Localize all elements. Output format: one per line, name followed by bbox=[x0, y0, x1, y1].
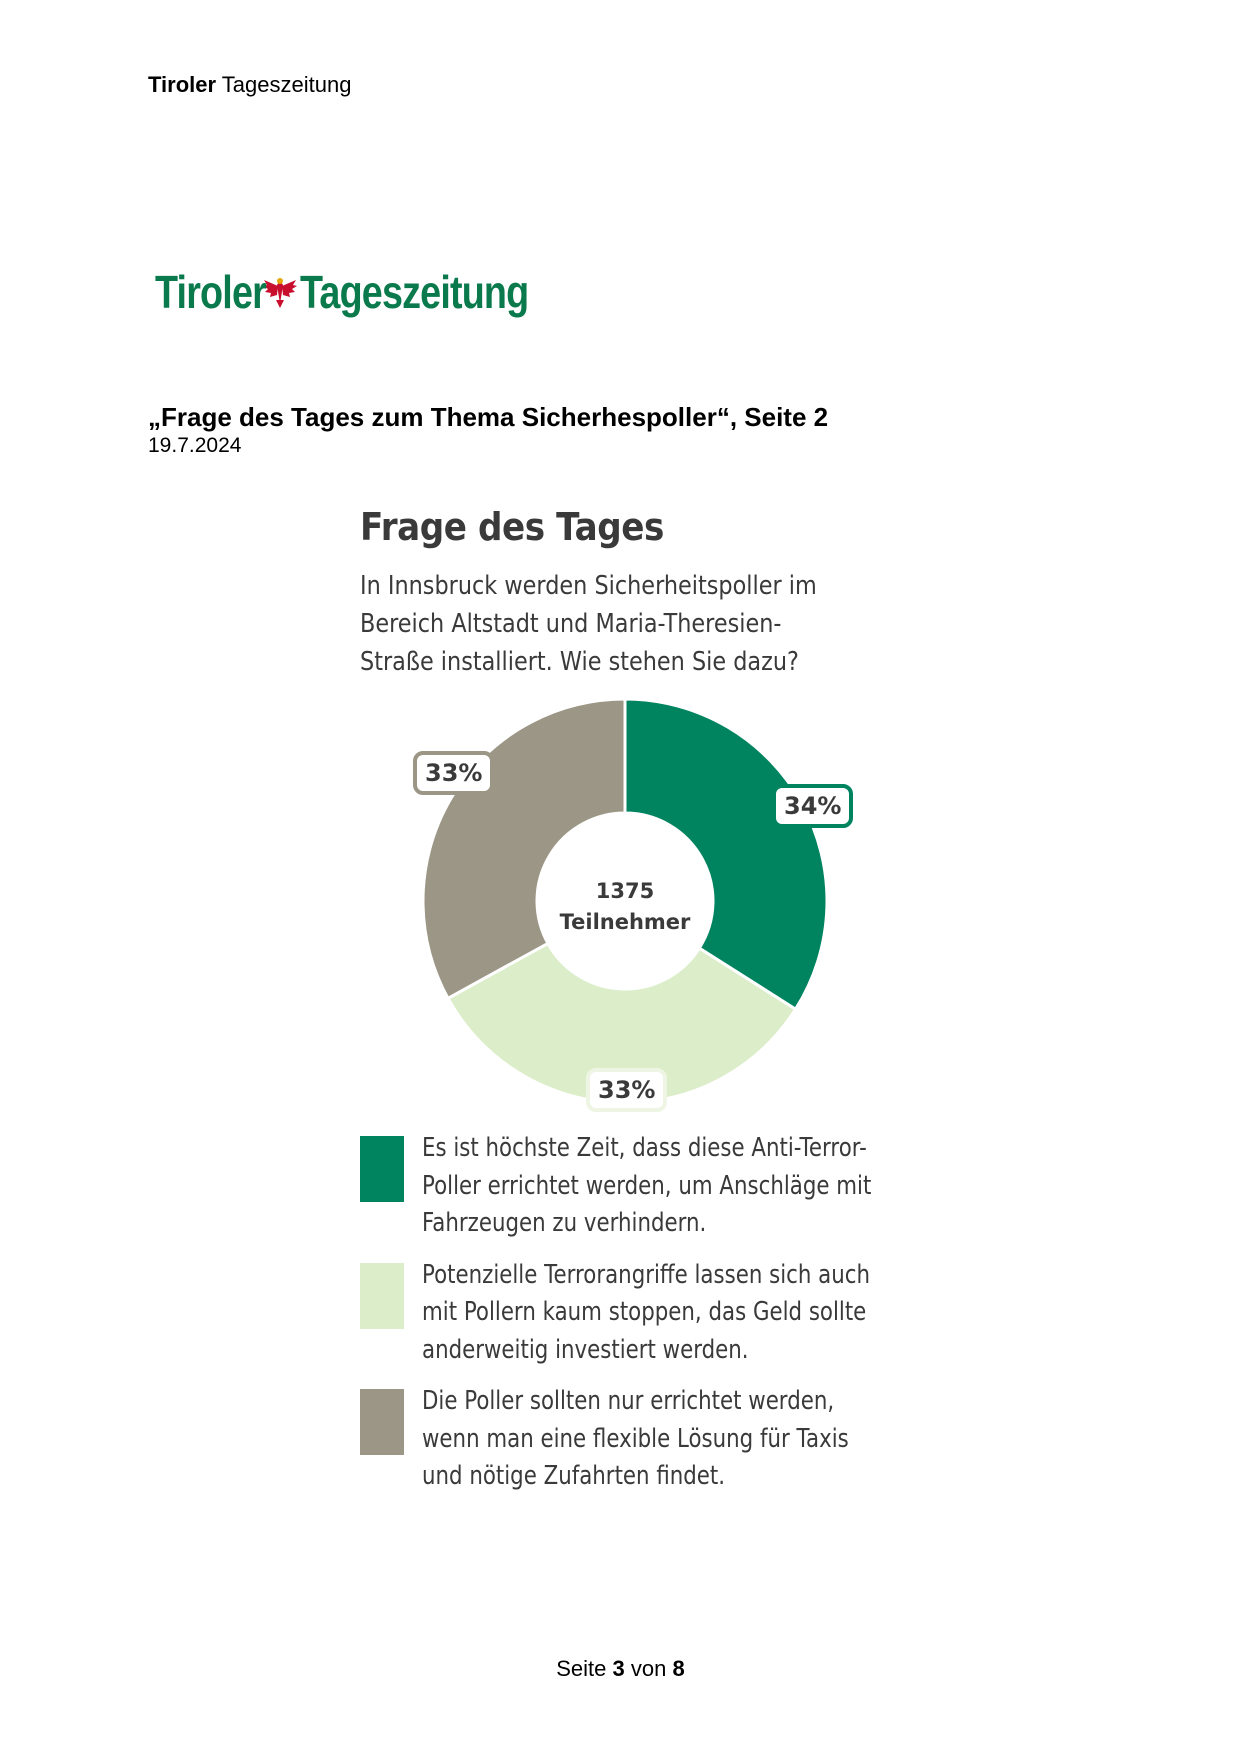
participant-label: Teilnehmer bbox=[559, 910, 691, 934]
legend-swatch bbox=[360, 1389, 404, 1455]
page-footer bbox=[0, 1656, 1241, 1682]
document-header bbox=[148, 72, 351, 98]
clip-question: In Innsbruck werden Sicherheitspoller im Bereich Altstadt und Maria-Theresien-Straße installiert. Wie stehen Sie dazu? bbox=[360, 571, 817, 677]
slice-label-against: 33% bbox=[586, 1068, 667, 1112]
clip-title: Frage des Tages bbox=[360, 505, 664, 549]
chart-legend bbox=[360, 1130, 880, 1510]
legend-swatch bbox=[360, 1136, 404, 1202]
header-brand-bold: Tiroler bbox=[148, 72, 217, 97]
logo-word-tiroler: Tiroler bbox=[155, 266, 266, 318]
legend-item-against bbox=[360, 1257, 880, 1370]
document-title: „Frage des Tages zum Thema Sicherhespoller“, Seite 2 bbox=[148, 402, 829, 432]
donut-chart bbox=[410, 696, 840, 1136]
legend-item-agree bbox=[360, 1130, 880, 1243]
newspaper-logo bbox=[155, 262, 540, 322]
legend-text: Potenzielle Terrorangriffe lassen sich auch mit Pollern kaum stoppen, das Geld sollte anderweitig investiert werden. bbox=[422, 1259, 870, 1365]
legend-text: Die Poller sollten nur errichtet werden, wenn man eine flexible Lösung für Taxis und nötige Zufahrten findet. bbox=[422, 1386, 849, 1491]
footer-middle: von bbox=[630, 1656, 667, 1681]
legend-text: Es ist höchste Zeit, dass diese Anti-Terror-Poller errichtet werden, um Anschläge mit Fahrzeugen zu verhindern. bbox=[422, 1133, 872, 1238]
footer-prefix: Seite bbox=[556, 1656, 607, 1681]
participant-count: 1375 bbox=[595, 879, 655, 903]
slice-label-conditional: 33% bbox=[413, 751, 494, 795]
legend-item-conditional bbox=[360, 1383, 880, 1496]
tyrolean-eagle-icon bbox=[262, 274, 298, 310]
footer-total-pages: 8 bbox=[672, 1656, 685, 1681]
document-date: 19.7.2024 bbox=[148, 434, 242, 457]
slice-conditional bbox=[423, 699, 625, 998]
header-brand-rest: Tageszeitung bbox=[221, 72, 352, 97]
legend-swatch bbox=[360, 1263, 404, 1329]
clipping bbox=[360, 505, 900, 681]
slice-agree bbox=[625, 699, 827, 1009]
logo-word-tageszeitung: Tageszeitung bbox=[300, 266, 529, 318]
chart-center-label bbox=[525, 876, 725, 938]
slice-label-agree: 34% bbox=[772, 784, 853, 828]
footer-page-number: 3 bbox=[612, 1656, 625, 1681]
